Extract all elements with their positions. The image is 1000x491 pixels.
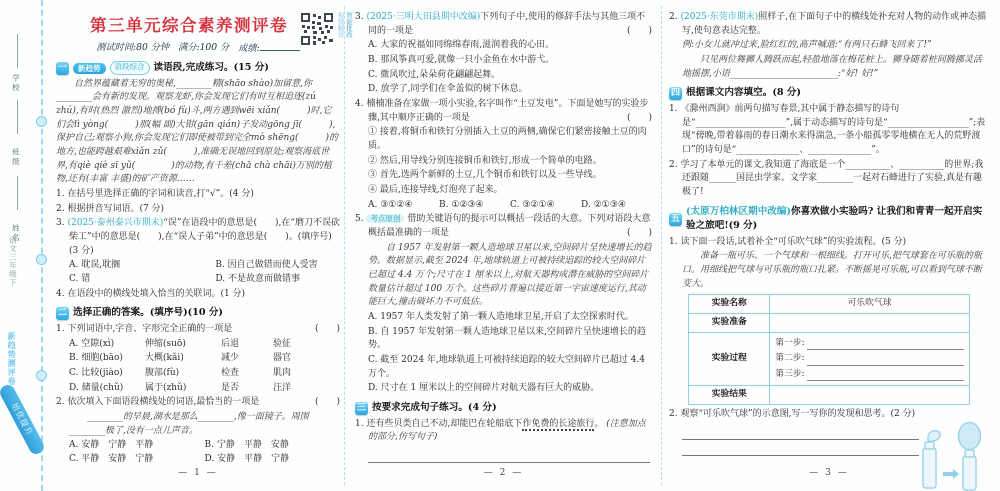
writing-line	[682, 440, 919, 456]
fill-question-1: 1. 《滁州西涧》前两句描写春景,其中属于静态描写的诗句是“____________________”,属于动态描写的诗句是“__________________”;表现“傍晚,带着暮雨的春日潮水来得湍急,一条小船孤零零地横在无人的荒野渡口”的诗句是“______________、______________”。	[669, 103, 986, 155]
binding-dot-icon	[36, 254, 47, 265]
section-1-title: 读语段,完成练习。(15 分)	[153, 62, 269, 74]
option: A. 耽误,耽搁	[69, 260, 121, 271]
summary-passage: 自 1957 年发射第一颗人造地球卫星以来,空间碎片呈快速增长的趋势。数据显示,截至 2024 年,地球轨道上可被持续追踪的较大空间碎片已超过 4.4 万个;尺寸在 1 厘米以上,对航天器构成潜在威胁的空间碎片数量估计超过 100 万个。这些碎片普遍以接近第一宇宙速度运行,其动能巨大,撞击破坏力不可低估。	[368, 242, 652, 308]
answer-area	[669, 424, 989, 456]
score-blank	[260, 41, 300, 51]
section-4-title: 根据课文内容填空。(8 分)	[686, 87, 802, 99]
table-cell-empty	[770, 385, 970, 404]
binding-dot-icon	[36, 370, 47, 381]
binding-rule	[17, 100, 18, 134]
binding-rule	[17, 34, 18, 68]
question-3-options	[56, 259, 340, 286]
qr-caption-video: 视频精讲	[336, 12, 345, 38]
option-row: D. 储量(chǔ) 属于(zhǔ) 是否 汪洋	[69, 382, 292, 393]
completion-sentence: 只见两位舞狮人腾跃而起,轻盈地落在梅花桩上。狮身随着桩间腾挪灵活地摇摆,小语________________________:“好! 好!”	[682, 55, 982, 79]
section-3-header	[355, 401, 652, 416]
table-row	[689, 295, 970, 313]
answer-bracket: ( )	[626, 228, 652, 239]
experiment-table	[688, 294, 970, 404]
option: B. 那风筝真可爱,就像一只小金鱼在水中游弋。	[368, 55, 555, 66]
question-4: 4. 在语段中的横线处填入恰当的关联词。(1 分)	[56, 288, 246, 299]
table-row	[689, 385, 970, 404]
exam-source-tag: (2025·三明大田县期中改编)	[366, 12, 481, 22]
experiment-step: ④ 最后,连接导线,灯泡亮了起来。	[368, 185, 503, 196]
section-number-badge: 一	[57, 62, 67, 73]
meta-time: 测试时间:80 分钟	[96, 42, 170, 54]
page-number: — 3 —	[809, 468, 849, 479]
keypoint-badge: 考点原创	[366, 214, 404, 223]
option-row: A. ③①②④ B. ①②③④ C. ③②①④ D. ②①③④	[368, 199, 626, 210]
experiment-passage: 准备一瓶可乐、一个气球和一根细线。打开可乐,把气球套在可乐瓶的瓶口。用细线把气球与可乐瓶的瓶口扎紧。不断摇晃可乐瓶,可以看到气球不断变大。	[682, 251, 982, 289]
name-field-label: 姓名	[11, 224, 21, 243]
passage-badge: 语段综合	[110, 61, 150, 75]
step-blank: 第二步:	[775, 352, 964, 365]
option: C. 截至 2024 年,地球轨道上可被持续追踪的较大空间碎片已超过 4.4 万个。	[368, 355, 645, 379]
table-header-cell: 实验名称	[689, 295, 770, 313]
cloze-passage: ________的早晨,湖水是那么________,像一面镜子。周围________极了,没有一点儿声音。	[69, 412, 309, 436]
trend-badge: 新趋势	[73, 63, 106, 74]
column-divider	[661, 6, 662, 485]
section-1-header	[56, 61, 340, 76]
step-blank: 第一步:	[775, 337, 964, 350]
binding-dot-icon	[36, 116, 47, 127]
instruction-note: (注意加点的部分,仿写句子)	[368, 418, 646, 443]
question-2-options	[56, 439, 340, 466]
corner-ribbon: 培优提升	[0, 382, 46, 456]
writing-line	[682, 424, 919, 440]
meta-fullscore: 满分:100 分	[178, 42, 230, 54]
table-row	[689, 313, 970, 332]
school-field-label: 学校	[11, 74, 21, 93]
section-number-badge: 三	[356, 402, 366, 413]
exam-meta	[56, 41, 340, 56]
section-4-header	[669, 86, 989, 101]
option-row: B. 细胞(bāo) 大概(kǎi) 减少 器官	[69, 353, 292, 364]
option: A. 安静 宁静 平静	[69, 440, 154, 451]
option-row: C. 比较(jiào) 腹部(fù) 检查 肌肉	[69, 367, 292, 378]
section-number-badge: 四	[670, 88, 680, 99]
section-2-title: 选择正确的答案。(填序号)(10 分)	[73, 307, 223, 319]
table-cell-steps	[770, 332, 970, 385]
section-2-header	[56, 306, 340, 321]
table-cell-empty	[770, 313, 970, 332]
page-2	[355, 10, 652, 484]
question-1: 1. 下列词语中,字音、字形完全正确的一项是 ( )	[56, 323, 340, 337]
emphasized-phrase: 作免费的长途旅行	[522, 418, 595, 429]
page-number: — 1 —	[178, 468, 218, 479]
section-number-badge: 二	[57, 308, 67, 319]
exam-source-tag: (2025·东莞市期末)	[680, 12, 759, 22]
reading-passage: 自然界蕴藏着无穷的奥秘,________精(shāo shào)加留意,你________会有新的发现。观察龙虾,你会发现它们有时互相追逐(zú zhú),有时(热烈 激烈)地搏(bó fù)斗,两方遇到wēi xiǎn( )时,它们会lì yòng( )那(幅 副)大钳(gān qián)子发动gōng jī( ),保护自己;观察小狗,你会发现它们即使被带到完全mò shēng( )的地方,也能跨越艰难xiǎn zǔ( ),准确无误地回到原处;观察海底世界,有qiè qiè sī yǔ( )的动物,有千差(chā chà chāi)万别的植物,还有(丰富 丰盛)的矿产资源……	[56, 78, 339, 185]
page-3	[669, 10, 989, 484]
option: A. 大家的祝福如同绵绵春雨,滋润着我的心田。	[368, 40, 555, 51]
section-5-header	[669, 205, 989, 234]
question-2: 2. 根据拼音写词语。(7 分)	[56, 203, 165, 214]
sentence-question-1: 1. 还有些贝类自己不动,却能巴在轮船底下作免费的长途旅行。 (注意加点的部分,仿写句子)	[355, 418, 646, 443]
section-3-title: 按要求完成句子练习。(4 分)	[372, 402, 497, 414]
qr-block	[300, 12, 352, 46]
binding-dashed-line	[41, 0, 43, 491]
option: B. 宁静 平静 安静	[204, 440, 289, 451]
table-cell: 可乐吹气球	[770, 295, 970, 313]
question-1: 1. 在括号里选择正确的字词和读音,打“√”。(4 分)	[56, 189, 254, 200]
question-4: 4. 楠楠准备在家做一项小实验,名字叫作“土豆发电”。下面是她写的实验步骤,其中顺序正确的一项是 ( )	[355, 98, 652, 125]
option: D. 放学了,同学们在伞盖似的树下休息。	[368, 84, 528, 95]
page-1	[56, 10, 353, 484]
exam-source-tag: (太原万柏林区期中改编)	[686, 205, 792, 217]
example-sentence: 例:小女儿就冲过来,脸红红的,高声喊道:“有两只石蜂飞回来了!”	[682, 40, 932, 51]
writing-line	[368, 449, 650, 463]
qr-code	[300, 12, 334, 46]
question-5: 5. 考点原创 借助关键语句的提示可以概括一段话的大意。下列对语段大意概括最准确的一项是 ( )	[355, 213, 652, 240]
experiment-question-1: 1. 读下面一段话,试着补全“可乐吹气球”的实验流程。(5 分)	[669, 236, 907, 247]
option: C. 错	[69, 274, 91, 285]
column-divider	[344, 6, 345, 485]
page-title: 第三单元综合素养测评卷	[90, 16, 288, 35]
section-number-badge: 五	[670, 213, 680, 224]
class-field-label: 班级	[11, 148, 21, 167]
answer-bracket: ( )	[314, 323, 340, 334]
page-number: — 2 —	[483, 468, 524, 479]
option: D. 不是故意而做错事	[215, 274, 300, 285]
experiment-step: ① 接着,将铜币和铁钉分别插入土豆的两侧,确保它们紧密接触土豆的肉质。	[368, 127, 647, 152]
option: B. 自 1957 年发射第一颗人造地球卫星以来,空间碎片呈快速增长的趋势。	[368, 326, 646, 351]
step-blank: 第三步:	[775, 368, 964, 381]
table-header-cell: 实验过程	[689, 332, 770, 385]
answer-bracket: ( )	[314, 397, 340, 408]
answer-bracket: ( )	[626, 112, 652, 123]
book-edition-label: 语文三年级下	[8, 236, 18, 287]
question-2: 2. 依次填入下面语段横线处的词语,最恰当的一项是 ( )	[56, 396, 340, 410]
option: C. 平静 安静 宁静	[69, 454, 154, 465]
section-5-title: (太原万柏林区期中改编)你喜欢做小实验吗? 让我们和青青一起开启实验之旅吧!(9 分)	[686, 205, 983, 232]
exam-source-tag: (2025·泰州泰兴市期末)	[67, 218, 164, 229]
option: B. 因自己做错而使人受害	[215, 260, 318, 271]
table-header-cell: 实验结果	[689, 385, 770, 404]
option: C. 微风吹过,朵朵荷花翩翩起舞。	[368, 69, 501, 80]
meta-result: 成绩:	[238, 41, 299, 56]
question-3: 3. (2025·三明大田县期中改编)下列句子中,使用的修辞手法与其他三项不同的一项是 ( )	[355, 11, 652, 38]
table-row	[689, 332, 970, 385]
table-header-cell: 实验准备	[689, 313, 770, 332]
option: D. 安静 平静 宁静	[204, 454, 290, 465]
option-row: A. 空隙(xì) 伸缩(suō) 后退 验征	[69, 338, 292, 349]
experiment-step: ② 然后,用导线分别连接铜币和铁钉,形成一个简单的电路。	[368, 155, 602, 166]
answer-bracket: ( )	[626, 25, 652, 36]
experiment-question-2: 2. 观察“可乐吹气球”的示意图,写一写你的发现和思考。(2 分)	[669, 408, 916, 419]
fill-question-2: 2. 学习了本单元的课文,我知道了海底是一个__________、__________的世界;我还跟随______国昆虫学家、文学家________一起对石蜂进行了实验,真是有趣极了!	[669, 159, 984, 197]
question-3: 3. (2025·泰州泰兴市期末)“误”在语段中的意思是( ),在“磨刀不误砍柴工”中的意思是( ),在“误人子弟”中的意思是( )。(填序号)(3 分)	[56, 218, 340, 256]
sentence-question-2: 2. (2025·东莞市期末)照样子,在下面句子中的横线处补充对人物的动作或神态描写,使句意表达完整。	[669, 12, 987, 36]
experiment-step: ③ 首先,选两个新鲜的土豆,几个铜币和铁钉以及一些导线。	[368, 170, 602, 181]
series-label: 新趋势测评卷	[7, 332, 18, 386]
option: A. 1957 年人类发射了第一颗人造地球卫星,开启了太空探索时代。	[368, 312, 634, 323]
option: D. 尺寸在 1 厘米以上的空间碎片对航天器有巨大的威胁。	[368, 383, 600, 394]
binding-rule	[17, 176, 18, 210]
qr-caption-grade: 智能批改	[345, 12, 353, 38]
